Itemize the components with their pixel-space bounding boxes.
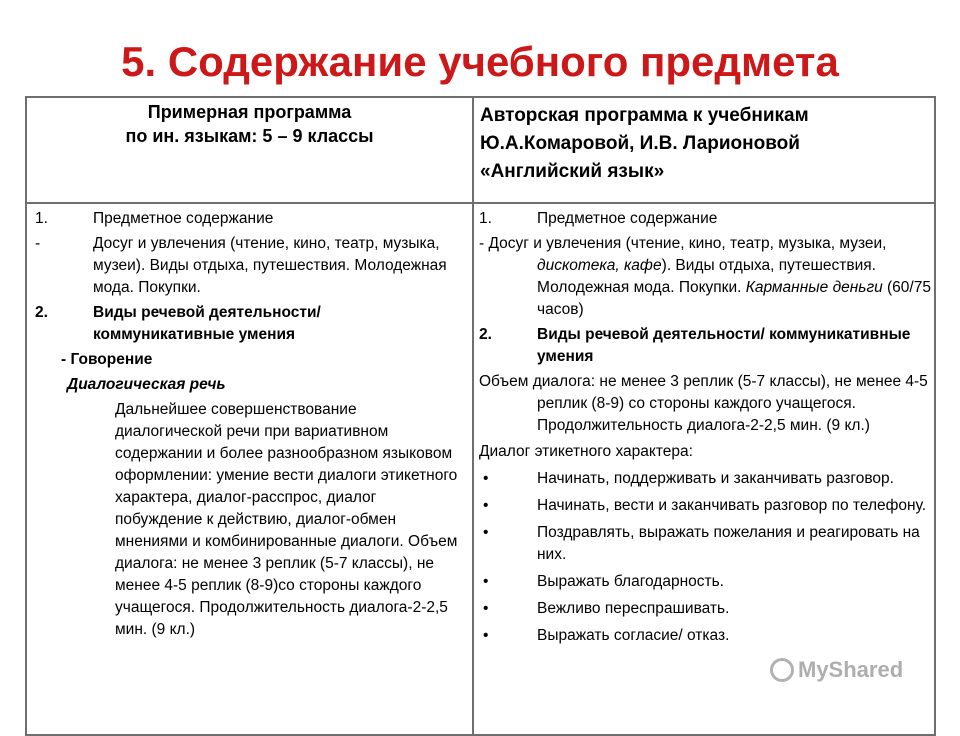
bullet-item <box>479 468 931 490</box>
bullet-text: Начинать, поддерживать и заканчивать разговор. <box>537 470 894 487</box>
header-left-line: Примерная программа <box>147 102 352 122</box>
header-left-line: по ин. языкам: 5 – 9 классы <box>125 126 374 146</box>
leisure-italic: Карманные деньги <box>745 279 883 296</box>
item-number: 1. <box>35 210 48 227</box>
bullet-text: Вежливо переспрашивать. <box>537 600 730 617</box>
header-right <box>480 102 930 186</box>
header-right-line: Авторская программа к учебникам <box>480 105 809 126</box>
dialogic-label: Диалогическая речь <box>67 376 226 393</box>
dash-marker: - <box>35 235 41 252</box>
item-number: 2. <box>479 326 492 343</box>
right-item-2 <box>479 324 931 368</box>
column-divider <box>472 98 474 734</box>
leisure-text: (60/75 часов) <box>537 279 931 318</box>
leisure-text: ). Виды отдыха, путешествия. Молодежная мода. Покупки. <box>537 257 876 296</box>
dialog-volume-text: Объем диалога: не менее 3 реплик (5-7 классы), не менее 4-5 реплик (8-9) со стороны каждого учащегося. Продолжительность диалога-2-2,5 мин. (9 кл.) <box>479 373 928 434</box>
bullet-marker: • <box>483 627 489 644</box>
bullet-marker: • <box>483 600 489 617</box>
left-column <box>35 208 465 641</box>
item-number: 1. <box>479 210 492 227</box>
bullet-marker: • <box>483 573 489 590</box>
etiquette-bullets <box>479 468 931 647</box>
left-item-1 <box>35 208 465 230</box>
bullet-item <box>479 522 931 566</box>
right-leisure <box>479 233 931 321</box>
header-right-line: «Английский язык» <box>480 161 665 182</box>
bullet-text: Начинать, вести и заканчивать разговор по телефону. <box>537 497 927 514</box>
dialogic-paragraph: Дальнейшее совершенствование диалогической речи при вариативном содержании и более разнообразном языковом оформлении: умение вести диалоги этикетного характера, диалог-расспрос, диалог побуждение к действию, диалог-обмен мнениями и комбинированные диалоги. Объем диалога: не менее 3 реплик (5-7 классы), не менее 4-5 реплик (8-9)со стороны каждого учащегося. Продолжительность диалога-2-2,5 мин. (9 кл.) <box>115 401 458 638</box>
bullet-item <box>479 625 931 647</box>
item-label: Виды речевой деятельности/ коммуникативные умения <box>93 304 321 343</box>
header-right-line: Ю.А.Комаровой, И.В. Ларионовой <box>480 133 800 154</box>
item-number: 2. <box>35 304 48 321</box>
header-left <box>27 100 472 148</box>
bullet-marker: • <box>483 524 489 541</box>
bullet-marker: • <box>483 497 489 514</box>
logo-circle-icon <box>770 658 794 682</box>
watermark-text: MyShared <box>798 657 904 682</box>
right-item-1 <box>479 208 931 230</box>
bullet-marker: • <box>483 470 489 487</box>
leisure-text: Досуг и увлечения (чтение, кино, театр, музыка, музеи). Виды отдыха, путешествия. Молодежная мода. Покупки. <box>93 235 447 296</box>
bullet-item <box>479 598 931 620</box>
speaking-label: - Говорение <box>61 351 153 368</box>
left-item-2 <box>35 302 465 346</box>
bullet-text: Выражать согласие/ отказ. <box>537 627 730 644</box>
watermark-logo <box>770 657 903 683</box>
leisure-text: - Досуг и увлечения (чтение, кино, театр, музыка, музеи, <box>479 235 887 252</box>
item-label: Виды речевой деятельности/ коммуникативные умения <box>537 326 911 365</box>
leisure-italic: дискотека, кафе <box>537 257 662 274</box>
bullet-item <box>479 495 931 517</box>
header-divider <box>27 202 934 204</box>
bullet-text: Выражать благодарность. <box>537 573 724 590</box>
etiquette-label: Диалог этикетного характера: <box>479 443 693 460</box>
bullet-text: Поздравлять, выражать пожелания и реагировать на них. <box>537 524 920 563</box>
right-column <box>479 208 931 652</box>
comparison-table <box>25 96 936 736</box>
bullet-item <box>479 571 931 593</box>
item-label: Предметное содержание <box>537 210 718 227</box>
slide-title: 5. Содержание учебного предмета <box>121 38 839 85</box>
left-leisure <box>35 233 465 299</box>
item-label: Предметное содержание <box>93 210 274 227</box>
